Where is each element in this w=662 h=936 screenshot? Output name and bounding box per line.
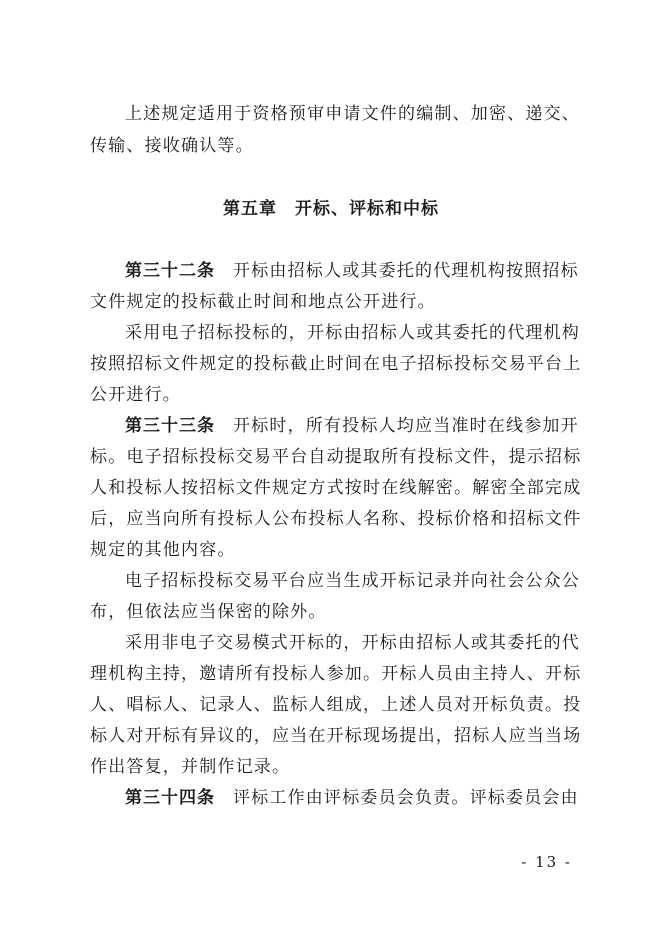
paragraph-line: 布，但依法应当保密的除外。 (90, 602, 327, 622)
paragraph-line: 采用电子招标投标的，开标由招标人或其委托的代理机构 (125, 323, 580, 343)
paragraph-line: 传输、接收确认等。 (90, 136, 254, 156)
paragraph-line: 规定的其他内容。 (90, 540, 236, 560)
paragraph-line: 文件规定的投标截止时间和地点公开进行。 (90, 292, 436, 312)
article-33-line (125, 415, 579, 437)
paragraph-line: 后，应当向所有投标人公布投标人名称、投标价格和招标文件 (90, 509, 582, 529)
paragraph-line: 人和投标人按招标文件规定方式按时在线解密。解密全部完成 (90, 478, 582, 498)
chapter-title: 第五章 开标、评标和中标 (223, 199, 439, 219)
paragraph-line: 采用非电子交易模式开标的，开标由招标人或其委托的代 (125, 633, 580, 653)
paragraph-line: 标人对开标有异议的，应当在开标现场提出，招标人应当当场 (90, 726, 582, 746)
article-32-label: 第三十二条 (125, 261, 215, 281)
article-34-line (125, 787, 579, 809)
article-34-text: 评标工作由评标委员会负责。评标委员会由 (233, 788, 579, 808)
paragraph-line: 标。电子招标投标交易平台自动提取所有投标文件，提示招标 (90, 447, 582, 467)
article-33-text: 开标时，所有投标人均应当准时在线参加开 (233, 416, 579, 436)
paragraph-line: 上述规定适用于资格预审申请文件的编制、加密、递交、 (125, 104, 580, 124)
page-number: - 13 - (521, 853, 572, 871)
article-32-text: 开标由招标人或其委托的代理机构按照招标 (233, 261, 579, 281)
article-32-line (125, 260, 579, 282)
paragraph-line: 人、唱标人、记录人、监标人组成，上述人员对开标负责。投 (90, 695, 582, 715)
article-34-label: 第三十四条 (125, 788, 215, 808)
paragraph-line: 作出答复，并制作记录。 (90, 757, 291, 777)
paragraph-line: 电子招标投标交易平台应当生成开标记录并向社会公众公 (125, 571, 580, 591)
paragraph-line: 公开进行。 (90, 385, 181, 405)
article-33-label: 第三十三条 (125, 416, 215, 436)
paragraph-line: 按照招标文件规定的投标截止时间在电子招标投标交易平台上 (90, 354, 582, 374)
paragraph-line: 理机构主持，邀请所有投标人参加。开标人员由主持人、开标 (90, 664, 582, 684)
